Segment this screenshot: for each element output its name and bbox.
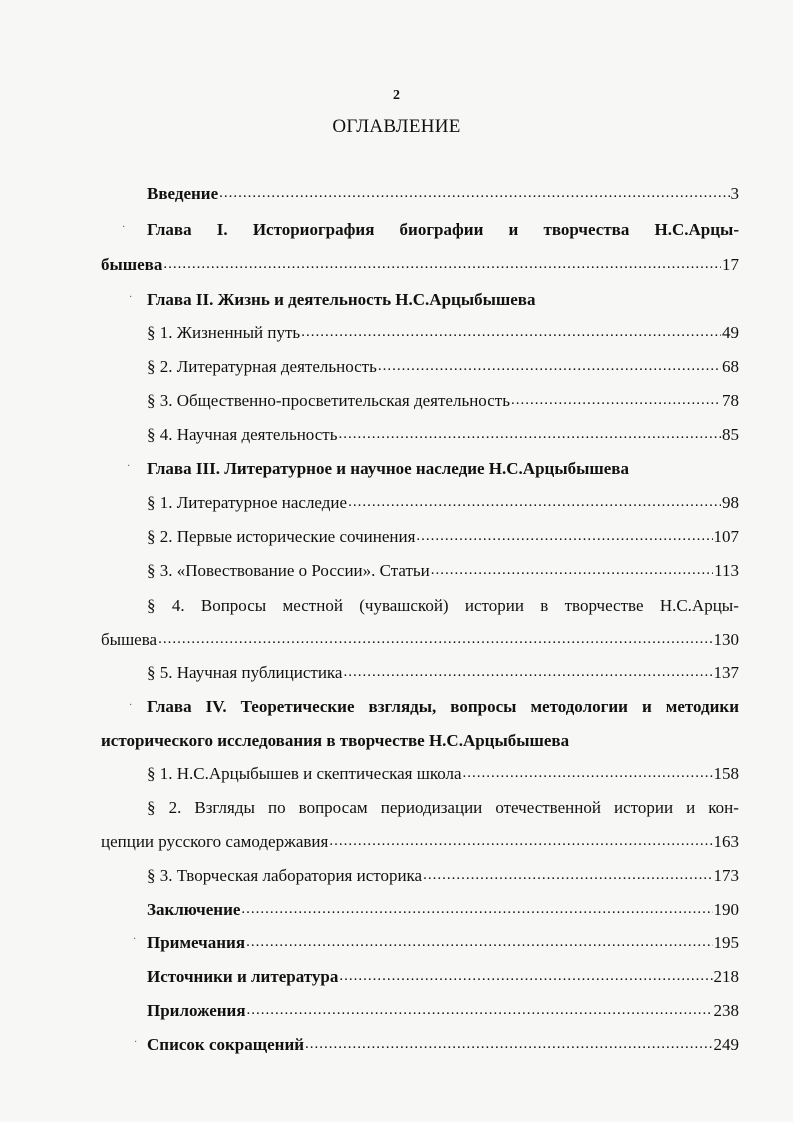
toc-entry-page: 17 [722,255,739,274]
word: вопросы [450,697,517,716]
toc-entry-ch2-s4[interactable] [147,425,739,446]
toc-entry-label: § 3. «Повествование о России». Статьи [147,561,430,580]
toc-entry-page: 173 [713,866,739,885]
word: истории [614,798,674,817]
word: Н.С.Арцы- [659,596,739,615]
word: IV. [205,697,227,716]
toc-entry-intro[interactable] [147,184,739,205]
dot-leader [247,999,713,1020]
dot-leader [463,762,713,783]
toc-entry-label: бышева [101,630,158,649]
word: Глава [147,220,192,239]
word: истории [464,596,524,615]
toc-entry-page: 158 [713,764,739,783]
toc-entry-ch1-line2[interactable] [101,255,739,276]
toc-entry-page: 238 [713,1001,739,1020]
toc-entry-ch4-s1[interactable] [147,764,739,785]
word: периодизации [380,798,483,817]
word: методики [665,697,739,716]
word: Взгляды [194,798,255,817]
word: в [540,596,549,615]
dot-leader [423,864,712,885]
word: методологии [530,697,628,716]
dot-leader [158,628,712,649]
dot-leader [378,355,721,376]
toc-entry-page: 68 [722,357,739,376]
toc-entry-label: Глава III. Литературное и научное наследие Н.С.Арцыбышева [147,459,629,478]
toc-entry-page: 190 [713,900,739,919]
toc-entry-label: § 2. Литературная деятельность [147,357,377,376]
page-title: ОГЛАВЛЕНИЕ [332,116,461,137]
toc-entry-ch2-s1[interactable] [147,323,739,344]
toc-entry-ch3[interactable] [147,459,739,479]
word: 2. [168,798,182,817]
word: Теоретические [240,697,355,716]
dot-leader [305,1033,712,1054]
page-number: 2 [393,88,400,103]
dot-leader [329,830,712,851]
toc-entry-page: 195 [713,933,739,952]
dot-leader [246,931,712,952]
toc-entry-ch4-line2[interactable] [101,731,739,751]
toc-entry-page: 249 [713,1035,739,1054]
toc-entry-label: § 2. Первые исторические сочинения [147,527,416,546]
word: I. [216,220,228,239]
toc-entry-abbreviations[interactable] [147,1035,739,1056]
toc-entry-page: 3 [730,184,739,203]
word: творчества [543,220,630,239]
dot-leader [348,491,721,512]
toc-entry-ch3-s4-line2[interactable] [101,630,739,651]
toc-entry-label: исторического исследования в творчестве Н.С.Арцыбышева [101,731,570,750]
scan-speck: · [129,292,133,303]
word: и [686,798,696,817]
toc-entry-page: 137 [713,663,739,682]
toc-entry-page: 49 [722,323,739,342]
toc-entry-label: цепции русского самодержавия [101,832,329,851]
word: Историография [252,220,375,239]
word: отечественной [495,798,601,817]
word: взгляды, [368,697,437,716]
dot-leader [339,965,712,986]
scan-speck: · [134,1037,138,1048]
dot-leader [338,423,721,444]
toc-entry-notes[interactable] [147,933,739,954]
toc-entry-page: 113 [714,561,739,580]
toc-entry-conclusion[interactable] [147,900,739,921]
toc-entry-label: Заключение [147,900,241,919]
word: местной [282,596,343,615]
word: и [508,220,519,239]
word: Вопросы [200,596,267,615]
dot-leader [241,898,712,919]
toc-entry-label: Глава II. Жизнь и деятельность Н.С.Арцыбышева [147,290,536,309]
toc-entry-ch3-s4-line1[interactable] [147,596,739,616]
word: вопросам [298,798,368,817]
toc-entry-page: 107 [713,527,739,546]
scan-speck: · [129,700,133,711]
toc-entry-ch4-line1[interactable] [147,697,739,717]
toc-entry-ch3-s5[interactable] [147,663,739,684]
toc-entry-label: Введение [147,184,219,203]
dot-leader [431,559,713,580]
toc-entry-label: § 3. Общественно-просветительская деятельность [147,391,510,410]
toc-entry-page: 98 [722,493,739,512]
dot-leader [343,661,712,682]
word: и [641,697,652,716]
scan-speck: · [122,222,126,233]
toc-entry-ch4-s3[interactable] [147,866,739,887]
toc-entry-page: 218 [713,967,739,986]
toc-entry-label: Источники и литература [147,967,339,986]
word: (чувашской) [359,596,449,615]
toc-entry-label: § 1. Жизненный путь [147,323,301,342]
word: кон- [708,798,739,817]
toc-entry-label: § 3. Творческая лаборатория историка [147,866,423,885]
toc-entry-label: § 4. Научная деятельность [147,425,338,444]
word: по [267,798,286,817]
toc-entry-appendices[interactable] [147,1001,739,1022]
scan-speck: · [133,934,137,945]
toc-entry-ch2-s3[interactable] [147,391,739,412]
toc-entry-sources[interactable] [147,967,739,988]
toc-entry-label: § 1. Литературное наследие [147,493,348,512]
toc-entry-label: § 1. Н.С.Арцыбышев и скептическая школа [147,764,462,783]
dot-leader [511,389,721,410]
toc-entry-label: Приложения [147,1001,246,1020]
toc-entry-ch2[interactable] [147,290,739,310]
toc-entry-ch2-s2[interactable] [147,357,739,378]
dot-leader [301,321,721,342]
word: биографии [399,220,484,239]
toc-entry-label: Список сокращений [147,1035,305,1054]
toc-entry-label: § 5. Научная публицистика [147,663,343,682]
toc-entry-ch1-line1[interactable] [147,220,739,240]
toc-entry-ch4-s2-line1[interactable] [147,798,739,818]
toc-entry-page: 130 [713,630,739,649]
toc-entry-page: 163 [713,832,739,851]
toc-entry-ch4-s2-line2[interactable] [101,832,739,853]
dot-leader [416,525,712,546]
toc-entry-ch3-s1[interactable] [147,493,739,514]
scan-speck: · [127,461,131,472]
toc-entry-ch3-s3[interactable] [147,561,739,582]
toc-entry-page: 78 [722,391,739,410]
toc-entry-page: 85 [722,425,739,444]
toc-entry-label: бышева [101,255,163,274]
word: творчестве [564,596,644,615]
word: § [147,798,156,817]
word: Н.С.Арцы- [654,220,739,239]
dot-leader [163,253,721,274]
dot-leader [219,182,729,203]
word: 4. [171,596,185,615]
word: § [147,596,156,615]
toc-entry-ch3-s2[interactable] [147,527,739,548]
toc-entry-label: Примечания [147,933,246,952]
word: Глава [147,697,192,716]
